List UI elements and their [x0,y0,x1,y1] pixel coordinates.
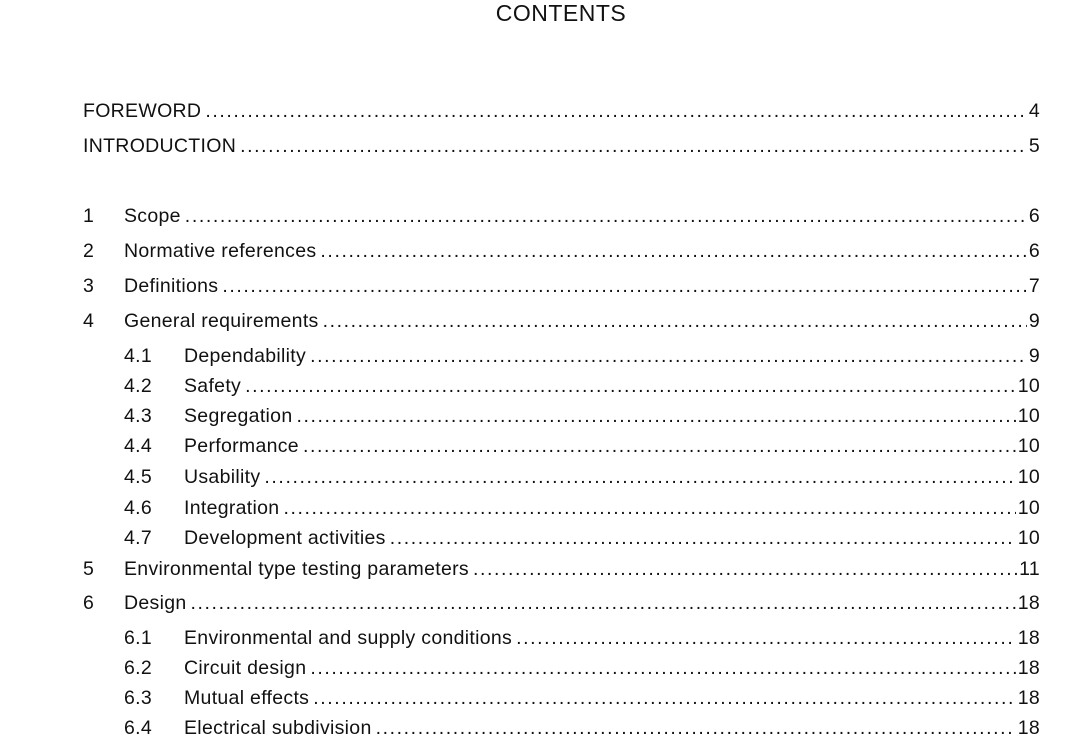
toc-entry-page: 18 [1017,627,1040,649]
dot-leader [390,526,1016,550]
toc-entry-page: 6 [1028,205,1040,227]
dot-leader [473,557,1017,581]
toc-entry-label: Design [124,592,187,614]
toc-entry-6-2[interactable] [124,656,1040,680]
toc-entry-number: 6.2 [124,657,153,679]
toc-entry-label: Circuit design [184,657,307,679]
toc-entry-page: 9 [1028,310,1040,332]
toc-entry-4-1[interactable] [124,344,1040,368]
toc-entry-2[interactable] [83,239,1040,263]
toc-entry-number: 4.3 [124,405,153,427]
dot-leader [222,274,1026,298]
dot-leader [313,686,1015,710]
toc-entry-number: 4.4 [124,435,153,457]
toc-entry-label: Development activities [184,527,386,549]
toc-entry-number: 4.7 [124,527,153,549]
toc-entry-number: 2 [83,240,95,262]
toc-entry-number: 6 [83,592,95,614]
dot-leader [191,591,1016,615]
toc-entry-page: 10 [1017,435,1040,457]
toc-entry-label: Performance [184,435,299,457]
dot-leader [303,434,1016,458]
toc-entry-label: Environmental type testing parameters [124,558,469,580]
toc-entry-6[interactable] [83,591,1040,615]
toc-entry-label: Electrical subdivision [184,717,372,739]
toc-entry-page: 4 [1028,100,1040,122]
dot-leader [516,626,1016,650]
toc-entry-5[interactable] [83,557,1040,581]
toc-entry-number: 4 [83,310,95,332]
dot-leader [245,374,1016,398]
toc-entry-page: 10 [1017,497,1040,519]
toc-entry-4-7[interactable] [124,526,1040,550]
toc-entry-page: 18 [1017,657,1040,679]
dot-leader [323,309,1027,333]
toc-entry-4-2[interactable] [124,374,1040,398]
toc-entry-4-5[interactable] [124,465,1040,489]
toc-entry-number: 6.3 [124,687,153,709]
toc-entry-page: 5 [1028,135,1040,157]
toc-entry-3[interactable] [83,274,1040,298]
dot-leader [283,496,1015,520]
toc-entry-page: 18 [1017,592,1040,614]
toc-entry-label: Segregation [184,405,293,427]
toc-entry-page: 18 [1017,687,1040,709]
dot-leader [376,716,1016,740]
toc-entry-page: 10 [1017,527,1040,549]
toc-entry-label: Usability [184,466,261,488]
toc-entry-page: 10 [1017,375,1040,397]
toc-entry-number: 5 [83,558,95,580]
toc-entry-number: 6.1 [124,627,153,649]
toc-entry-4[interactable] [83,309,1040,333]
dot-leader [185,204,1027,228]
toc-entry-4-4[interactable] [124,434,1040,458]
toc-entry-number: 4.5 [124,466,153,488]
toc-entry-label: Scope [124,205,181,227]
toc-entry-page: 18 [1017,717,1040,739]
toc-entry-4-6[interactable] [124,496,1040,520]
toc-entry-4-3[interactable] [124,404,1040,428]
toc-entry-page: 10 [1017,405,1040,427]
toc-entry-label: Dependability [184,345,307,367]
toc-entry-page: 9 [1028,345,1040,367]
toc-entry-label: Safety [184,375,242,397]
toc-entry-number: 4.1 [124,345,153,367]
toc-entry-label: Integration [184,497,280,519]
toc-entry-number: 4.2 [124,375,153,397]
toc-entry-label: Mutual effects [184,687,310,709]
toc-entry-page: 10 [1017,466,1040,488]
toc-entry-page: 11 [1019,558,1040,580]
toc-entry-label: Normative references [124,240,317,262]
dot-leader [320,239,1026,263]
toc-entry-number: 4.6 [124,497,153,519]
toc-entry-label: INTRODUCTION [83,135,237,157]
toc-entry-number: 1 [83,205,95,227]
toc-entry-label: Definitions [124,275,219,297]
page-title: CONTENTS [495,0,627,26]
toc-entry-number: 6.4 [124,717,153,739]
toc-entry-1[interactable] [83,204,1040,228]
dot-leader [296,404,1015,428]
dot-leader [310,656,1015,680]
toc-entry-label: General requirements [124,310,319,332]
toc-entry-6-1[interactable] [124,626,1040,650]
dot-leader [264,465,1015,489]
toc-entry-page: 7 [1028,275,1040,297]
dot-leader [310,344,1027,368]
toc-entry-introduction[interactable] [83,134,1040,158]
toc-entry-foreword[interactable] [83,99,1040,123]
toc-entry-6-3[interactable] [124,686,1040,710]
toc-entry-label: Environmental and supply conditions [184,627,513,649]
dot-leader [205,99,1027,123]
toc-entry-page: 6 [1028,240,1040,262]
toc-entry-6-4[interactable] [124,716,1040,740]
dot-leader [240,134,1027,158]
toc-entry-label: FOREWORD [83,100,202,122]
toc-entry-number: 3 [83,275,95,297]
